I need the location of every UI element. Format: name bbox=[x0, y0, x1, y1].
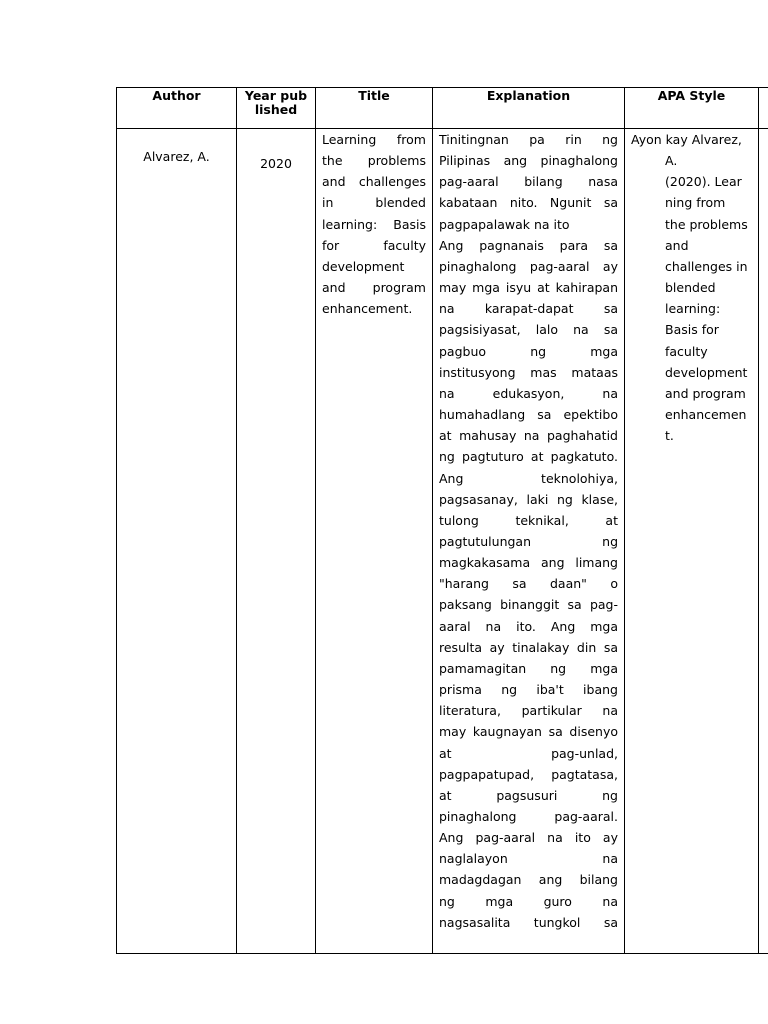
explanation-line: ng mga guro na bbox=[439, 893, 618, 909]
header-explanation: Explanation bbox=[433, 88, 625, 129]
title-line: and challenges bbox=[322, 174, 426, 190]
explanation-line: naglalayon na bbox=[439, 851, 618, 867]
header-author: Author bbox=[117, 88, 237, 129]
header-extra bbox=[759, 88, 768, 129]
explanation-line: pagpapatupad, pagtatasa, bbox=[439, 766, 618, 782]
explanation-line: pagpapalawak na ito bbox=[439, 216, 570, 232]
explanation-line: magkakasama ang limang bbox=[439, 555, 618, 571]
literature-table bbox=[116, 87, 768, 954]
apa-line: Ayon kay Alvarez, bbox=[631, 132, 742, 147]
cell-explanation bbox=[433, 129, 625, 954]
explanation-line: aaral na ito. Ang mga bbox=[439, 618, 618, 634]
explanation-line: pag-aaral bilang nasa bbox=[439, 174, 618, 190]
explanation-line: kabataan nito. Ngunit sa bbox=[439, 195, 618, 211]
explanation-line: resulta ay tinalakay din sa bbox=[439, 639, 618, 655]
explanation-line: at mahusay na paghahatid bbox=[439, 428, 618, 444]
apa-line: faculty bbox=[665, 343, 708, 359]
apa-line: ning from bbox=[665, 195, 726, 211]
explanation-line: Ang pag-aaral na ito ay bbox=[439, 830, 618, 846]
explanation-line: pamamagitan ng mga bbox=[439, 660, 618, 676]
cell-apa-style bbox=[625, 129, 759, 954]
explanation-line: prisma ng iba't ibang bbox=[439, 682, 618, 698]
title-text bbox=[322, 129, 426, 319]
apa-line: learning: bbox=[665, 301, 721, 317]
apa-citation-text bbox=[631, 129, 752, 446]
apa-line: and bbox=[665, 237, 689, 253]
apa-line: (2020). Lear bbox=[665, 174, 742, 190]
explanation-line: ng pagtuturo at pagkatuto. bbox=[439, 449, 618, 465]
explanation-line: Ang pagnanais para sa bbox=[439, 237, 618, 253]
explanation-line: Pilipinas ang pinaghalong bbox=[439, 153, 618, 169]
explanation-line: at pagsusuri ng bbox=[439, 787, 618, 803]
apa-line: development bbox=[665, 364, 748, 380]
explanation-line: na karapat-dapat sa bbox=[439, 301, 618, 317]
title-line: for faculty bbox=[322, 237, 426, 253]
explanation-line: at pag-unlad, bbox=[439, 745, 618, 761]
explanation-text bbox=[439, 129, 618, 933]
explanation-line: pinaghalong pag-aaral. bbox=[439, 809, 618, 824]
cell-title bbox=[316, 129, 433, 954]
title-line: and program bbox=[322, 280, 426, 296]
explanation-line: tulong teknikal, at bbox=[439, 512, 618, 528]
header-apa-style: APA Style bbox=[625, 88, 759, 129]
explanation-line: Ang teknolohiya, bbox=[439, 470, 618, 486]
header-row bbox=[117, 88, 768, 129]
title-line: Learning from bbox=[322, 132, 426, 147]
title-line: development bbox=[322, 258, 405, 274]
apa-line: challenges in bbox=[665, 258, 748, 274]
table-row bbox=[117, 129, 768, 954]
apa-line: Basis for bbox=[665, 322, 719, 338]
explanation-line: may mga isyu at kahirapan bbox=[439, 280, 618, 296]
explanation-line: "harang sa daan" o bbox=[439, 576, 618, 592]
explanation-line: nagsasalita tungkol sa bbox=[439, 914, 618, 930]
cell-author: Alvarez, A. bbox=[117, 129, 237, 954]
cell-year: 2020 bbox=[237, 129, 316, 954]
title-line: the problems bbox=[322, 153, 426, 169]
explanation-line: madagdagan ang bilang bbox=[439, 872, 618, 888]
apa-line: the problems bbox=[665, 216, 748, 232]
explanation-line: pagtutulungan ng bbox=[439, 533, 618, 549]
explanation-line: humahadlang sa epektibo bbox=[439, 407, 618, 423]
apa-line: enhancemen bbox=[665, 407, 747, 423]
explanation-line: paksang binanggit sa pag- bbox=[439, 597, 618, 613]
explanation-line: na edukasyon, na bbox=[439, 385, 618, 401]
explanation-line: pagbuo ng mga bbox=[439, 343, 618, 359]
apa-line: and program bbox=[665, 385, 746, 401]
title-line: in blended bbox=[322, 195, 426, 211]
apa-line: blended bbox=[665, 280, 716, 296]
cell-extra bbox=[759, 129, 768, 954]
explanation-line: literatura, partikular na bbox=[439, 703, 618, 719]
apa-line: t. bbox=[665, 428, 674, 444]
explanation-line: pagsisiyasat, lalo na sa bbox=[439, 322, 618, 338]
header-year-published: Year published bbox=[237, 88, 316, 129]
explanation-line: Tinitingnan pa rin ng bbox=[439, 132, 618, 147]
title-line: learning: Basis bbox=[322, 216, 426, 232]
apa-line: A. bbox=[665, 153, 678, 169]
header-title: Title bbox=[316, 88, 433, 129]
explanation-line: pagsasanay, laki ng klase, bbox=[439, 491, 618, 507]
explanation-line: may kaugnayan sa disenyo bbox=[439, 724, 618, 740]
title-line: enhancement. bbox=[322, 301, 413, 317]
explanation-line: institusyong mas mataas bbox=[439, 364, 618, 380]
explanation-line: pinaghalong pag-aaral ay bbox=[439, 258, 618, 274]
